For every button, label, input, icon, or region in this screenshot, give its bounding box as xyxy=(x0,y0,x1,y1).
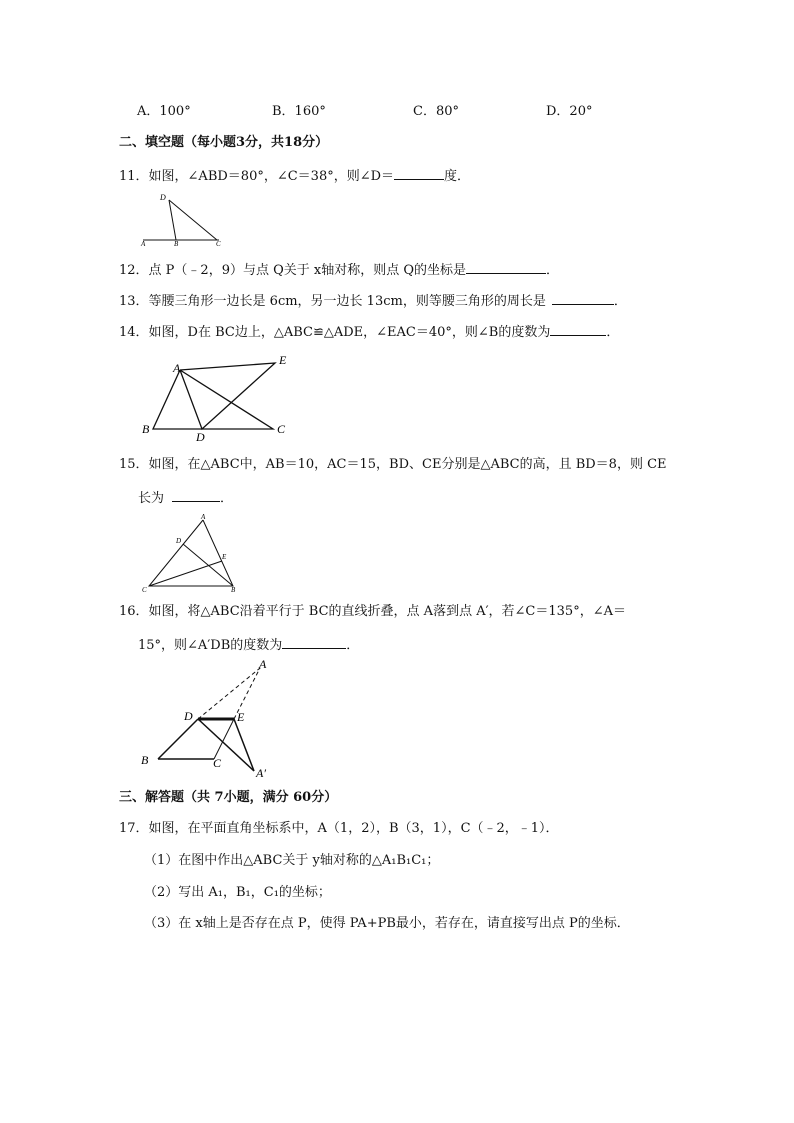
label-a: A xyxy=(259,657,267,671)
question-12-text: 12．点 P（﹣2，9）与点 Q关于 x轴对称，则点 Q的坐标是 xyxy=(119,263,467,278)
answer-blank xyxy=(282,636,346,649)
figure-q14 xyxy=(140,350,300,444)
label-e: E xyxy=(279,353,287,367)
figure-q15 xyxy=(139,514,239,594)
label-d: D xyxy=(184,709,193,723)
option-c: C．80° xyxy=(413,104,459,119)
question-15-line-1: 15．如图，在△ABC中，AB＝10，AC＝15，BD、CE分别是△ABC的高，且 BD＝8，则 CE xyxy=(119,457,667,472)
label-a: A xyxy=(141,240,146,248)
segment-dc xyxy=(169,200,217,240)
question-16-line-1: 16．如图，将△ABC沿着平行于 BC的直线折叠，点 A落到点 A′，若∠C＝135°，∠A＝ xyxy=(119,604,626,619)
segment-ea-prime xyxy=(234,719,254,771)
answer-blank xyxy=(172,489,220,502)
answer-blank xyxy=(550,323,606,336)
question-13 xyxy=(119,292,627,310)
option-a: A．100° xyxy=(137,104,191,119)
label-d: D xyxy=(196,430,205,444)
segment-ce xyxy=(214,719,234,759)
section-heading-solve: 三、解答题（共 7小题，满分 60分） xyxy=(119,790,338,805)
fold-line-da xyxy=(198,668,260,719)
answer-blank xyxy=(466,261,546,274)
figure-q11 xyxy=(141,191,225,247)
question-17-part-1: （1）在图中作出△ABC关于 y轴对称的△A₁B₁C₁； xyxy=(144,853,440,868)
label-c: C xyxy=(142,586,147,594)
question-11 xyxy=(119,167,470,185)
label-e: E xyxy=(237,710,245,724)
label-b: B xyxy=(231,586,236,594)
question-13-text: 13．等腰三角形一边长是 6cm，另一边长 13cm，则等腰三角形的周长是 xyxy=(119,294,546,309)
answer-blank xyxy=(552,292,614,305)
label-c: C xyxy=(213,756,222,770)
segment-db xyxy=(169,200,176,240)
question-17-part-3: （3）在 x轴上是否存在点 P，使得 PA+PB最小，若存在，请直接写出点 P的坐标． xyxy=(144,916,630,931)
question-13-suffix: ． xyxy=(613,294,627,309)
triangle-abc xyxy=(149,520,233,586)
question-16-line-2 xyxy=(138,636,359,654)
question-14 xyxy=(119,323,619,341)
label-a: A xyxy=(201,513,206,521)
figure-q16 xyxy=(137,656,277,780)
label-e: E xyxy=(222,553,227,561)
label-d: D xyxy=(176,537,182,545)
option-b: B．160° xyxy=(272,104,326,119)
label-a-prime: A′ xyxy=(256,766,266,780)
question-11-suffix: 度． xyxy=(444,169,471,184)
question-12 xyxy=(119,261,559,279)
question-12-suffix: ． xyxy=(546,263,560,278)
question-17-stem: 17．如图，在平面直角坐标系中，A（1，2），B（3，1），C（﹣2，﹣1）． xyxy=(119,821,559,836)
altitude-bd xyxy=(183,544,233,586)
option-d: D．20° xyxy=(546,104,593,119)
triangle-abc xyxy=(153,370,273,429)
question-16-suffix: ． xyxy=(346,638,360,653)
triangle-ade xyxy=(180,363,275,429)
label-b: B xyxy=(142,422,150,436)
question-17-part-2: （2）写出 A₁，B₁，C₁的坐标； xyxy=(144,885,331,900)
label-a: A xyxy=(173,361,181,375)
altitude-ce xyxy=(149,561,222,586)
question-11-text: 11．如图，∠ABD＝80°，∠C＝38°，则∠D＝ xyxy=(119,169,395,184)
segment-da-prime xyxy=(198,719,254,771)
question-15-suffix: ． xyxy=(220,491,234,506)
label-c: C xyxy=(277,422,286,436)
segment-db xyxy=(158,719,198,759)
question-14-suffix: ． xyxy=(606,325,620,340)
question-15-line-2 xyxy=(138,489,233,507)
question-15-text: 长为 xyxy=(138,491,165,506)
label-d: D xyxy=(160,193,166,202)
question-16-text: 15°，则∠A′DB的度数为 xyxy=(138,638,283,653)
section-heading-fill-in: 二、填空题（每小题3分，共18分） xyxy=(119,135,329,150)
question-14-text: 14．如图，D在 BC边上，△ABC≌△ADE，∠EAC＝40°，则∠B的度数为 xyxy=(119,325,551,340)
answer-blank xyxy=(394,167,444,180)
label-c: C xyxy=(216,240,221,248)
label-b: B xyxy=(174,240,179,248)
label-b: B xyxy=(141,753,149,767)
